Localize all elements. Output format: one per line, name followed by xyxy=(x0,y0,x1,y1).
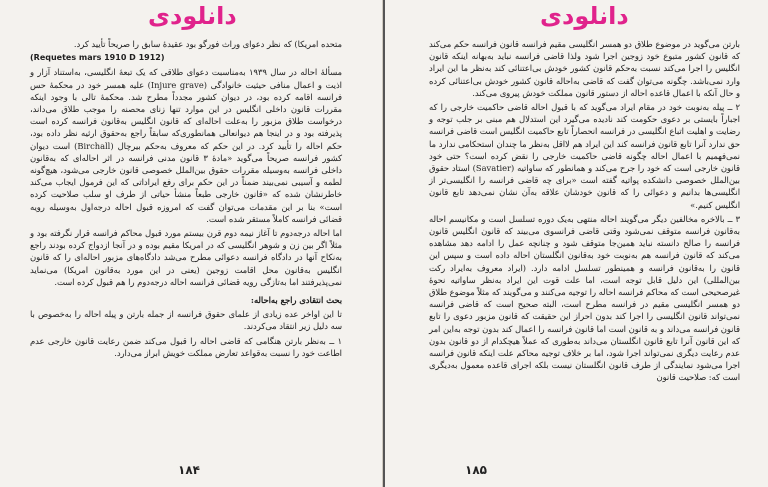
paragraph: متحده امریکا) که نظر دعوای وراث فورگو بود عقیدهٔ سابق را صریحاً تأیید کرد. xyxy=(73,39,342,49)
citation: (Requetes mars 1910 D 1912) xyxy=(30,53,165,63)
paragraph: بارتن می‌گوید در موضوع طلاق دو همسر انگلیسی مقیم فرانسه قانون فرانسه حکم می‌کند که قانون کشور متبوع خود زوجین اجرا شود ولذا قاضی فرانسه نباید به‌بهانه اینکه قانون انگلیس را اجرا می‌کند نسبت به‌حکم قانون کشور خودش بی‌اعتنائی کند به‌نظر ما این ایراد وارد نمی‌باشد. چگونه می‌توان گفت که قاضی به‌احاله قانون کشور خودش بی‌اعتنائی کرده و حال آنکه با اعمال قاعده احاله از دستور قانون مملکت خودش پیروی می‌کند. xyxy=(429,39,740,98)
watermark-logo: دانلودی xyxy=(540,2,629,30)
paragraph: ۳ ــ بالاخره مخالفین دیگر می‌گویند احاله منتهی به‌یک دوره تسلسل است و مکانیسم احاله به‌قانون فرانسه متوقف نمی‌شود وقتی قاضی فرانسوی می‌بیند که قانون انگلیس قانون فرانسه را صالح دانسته نباید همین‌جا متوقف شود و چنانچه عمل را ادامه دهد مشاهده می‌کند که قانون فرانسه هم به‌نوبت خود به‌قانون انگلستان احاله داده است و سپس این قانون را به‌قانون فرانسه و همینطور تسلسل ادامه دارد. (ایراد معروف به‌ایراد رکت بین‌المللی) این دلیل قابل توجه است، اما علت قوت این ایراد به‌نظر ساواتیه نحوهٔ غیرصحیحی است که محاکم فرانسه احاله را توجیه می‌کنند و می‌گویند که مثلاً موضوع طلاق دو همسر انگلیسی مقیم در فرانسه مطرح است، البته صحیح است که قاضی فرانسه نمی‌تواند قانون انگلیسی را اجرا کند بدون احراز این حقیقت که قانون مزبور دعوی را تابع قانون فرانسه می‌داند و به قانون است اما قانون فرانسه را اعمال کند بدون توجه به‌این امر که این قانون آنرا تابع قانون انگلستان می‌داند به‌طوری که عملاً هیچکدام از دو قانون بدون عدم رعایت دیگری نمی‌تواند اجرا شود، اما بر خلاف توجیه محاکم علت اینکه قانون فرانسه اجرا می‌شود نمایندگی از طرف قانون انگلستان نیست بلکه اجرای قاعده معمول به‌دیگری است که: صلاحیت قانون xyxy=(429,213,740,383)
paragraph: ۲ ــ پیله به‌نوبت خود در مقام ایراد می‌گوید که با قبول احاله قاضی حاکمیت خارجی را که اجباراً بایستی بر دعوی حکومت کند نادیده می‌گیرد این استدلال هم مبنی بر جلب توجه و رضایت و اهلیت اتباع انگلیسی در فرانسه انحصاراً تابع حاکمیت انگلیس است قاضی فرانسه حق ندارد آنرا تابع قانون فرانسه کند این ایراد هم لااقل به‌نظر ما چندان استحکامی ندارد ما نمی‌فهمیم با اعمال احاله چگونه قاضی حاکمیت خارجی را نقض کرده است؟ حتی خود قانون خارجی است که خود را جرح می‌کند و همانطور که ساواتیه (Savatier) استاد حقوق بین‌الملل خصوصی دانشکده پواتیه گفته است «برای چه قاضی فرانسه را انگلیسی‌تر از انگلیسی‌ها بدانیم و دعوائی را که قانون خودشان علاقه به‌آن نشان نمی‌دهد تابع قانون انگلیس کنیم.» xyxy=(429,102,740,210)
right-page xyxy=(385,0,768,487)
paragraph: مسألهٔ احاله در سال ۱۹۳۹ به‌مناسبت دعوای طلاقی که یک تبعهٔ انگلیسی، به‌استناد آزار و اذیت و اعمال منافی حیثیت خانوادگی (Injure grave) علیه همسر خود در محکمهٔ حس فرانسه اقامه کرده بود، در دیوان کشور مجدداً مطرح شد. محکمهٔ تالی با وجود اینکه مقررات قانون داخلی انگلیس در این موارد تنها زنای محصنه را موجب طلاق می‌داند، درخواست طلاق مزبور را به‌علت احاله‌ای که قانون انگلیس به‌قانون فرانسه کرده است پذیرفته بود و در اینجا هم دیوانعالی همانطوری‌که سابقاً راجع به‌حقوق ارثیه نظر داده بود، حکم احاله را تأیید کرد. در این حکم که معروف به‌حکم بیرچال (Birchall) است دیوان کشور فرانسه صریحاً می‌گوید «مادهٔ ۳ قانون مدنی فرانسه در اثر احاله‌ای که به‌قانون داخلی فرانسه به‌وسیله مقررات حقوق بین‌الملل خصوصی قانون خارجی می‌شود، هیچ‌گونه لطمه و آسیبی نمی‌بیند ضمناً در این حکم برای رفع ایراداتی که این فرمول ایجاب می‌کند خاطرنشان شده که «قانون خارجی طبعاً منشأ حیاتی از طرف او سلب صلاحیت کرده است» بنا بر این مقدمات می‌توان گفت که امروزه قبول احاله درجه‌اول به‌وسیله رویه قضائی فرانسه کاملاً مستقر شده است. xyxy=(30,67,342,224)
page-number: ۱۸۵ xyxy=(465,463,487,477)
right-page-text xyxy=(429,38,740,457)
watermark-logo: دانلودی xyxy=(148,2,237,30)
paragraph: ۱ ــ به‌نظر بارتن هنگامی که قاضی احاله را قبول می‌کند ضمن رعایت قانون خارجی عدم اطاعت خود را نسبت به‌قواعد تعارض مملکت خویش ابراز می‌دارد. xyxy=(30,335,342,358)
paragraph: تا این اواخر عده زیادی از علمای حقوق فرانسه از جمله بارتن و پیله احاله را به‌خصوص با سه دلیل زیر انتقاد می‌کردند. xyxy=(30,309,342,332)
section-heading: بحث انتقادی راجع به‌احاله: xyxy=(250,295,342,306)
left-page-text xyxy=(30,38,342,457)
page-number: ۱۸۴ xyxy=(178,463,200,477)
left-page xyxy=(0,0,383,487)
paragraph: اما احاله درجه‌دوم تا آغاز نیمه دوم قرن بیستم مورد قبول محاکم فرانسه قرار نگرفته بود و مثلاً اگر بین زن و شوهر انگلیسی که در امریکا مقیم بوده و در آنجا ازدواج کرده بودند راجع به‌نکاح آنها در دادگاه فرانسه دعوائی مطرح می‌شد دادگاه‌های مزبور احاله‌ای را که قانون انگلیس به‌قانون محل اقامت زوجین (یعنی در این مورد به‌قانون امریکا) می‌نماید نمی‌پذیرفتند اما به‌تازگی رویه قضائی فرانسه احاله درجه‌دوم را هم قبول کرده است. xyxy=(30,228,342,287)
